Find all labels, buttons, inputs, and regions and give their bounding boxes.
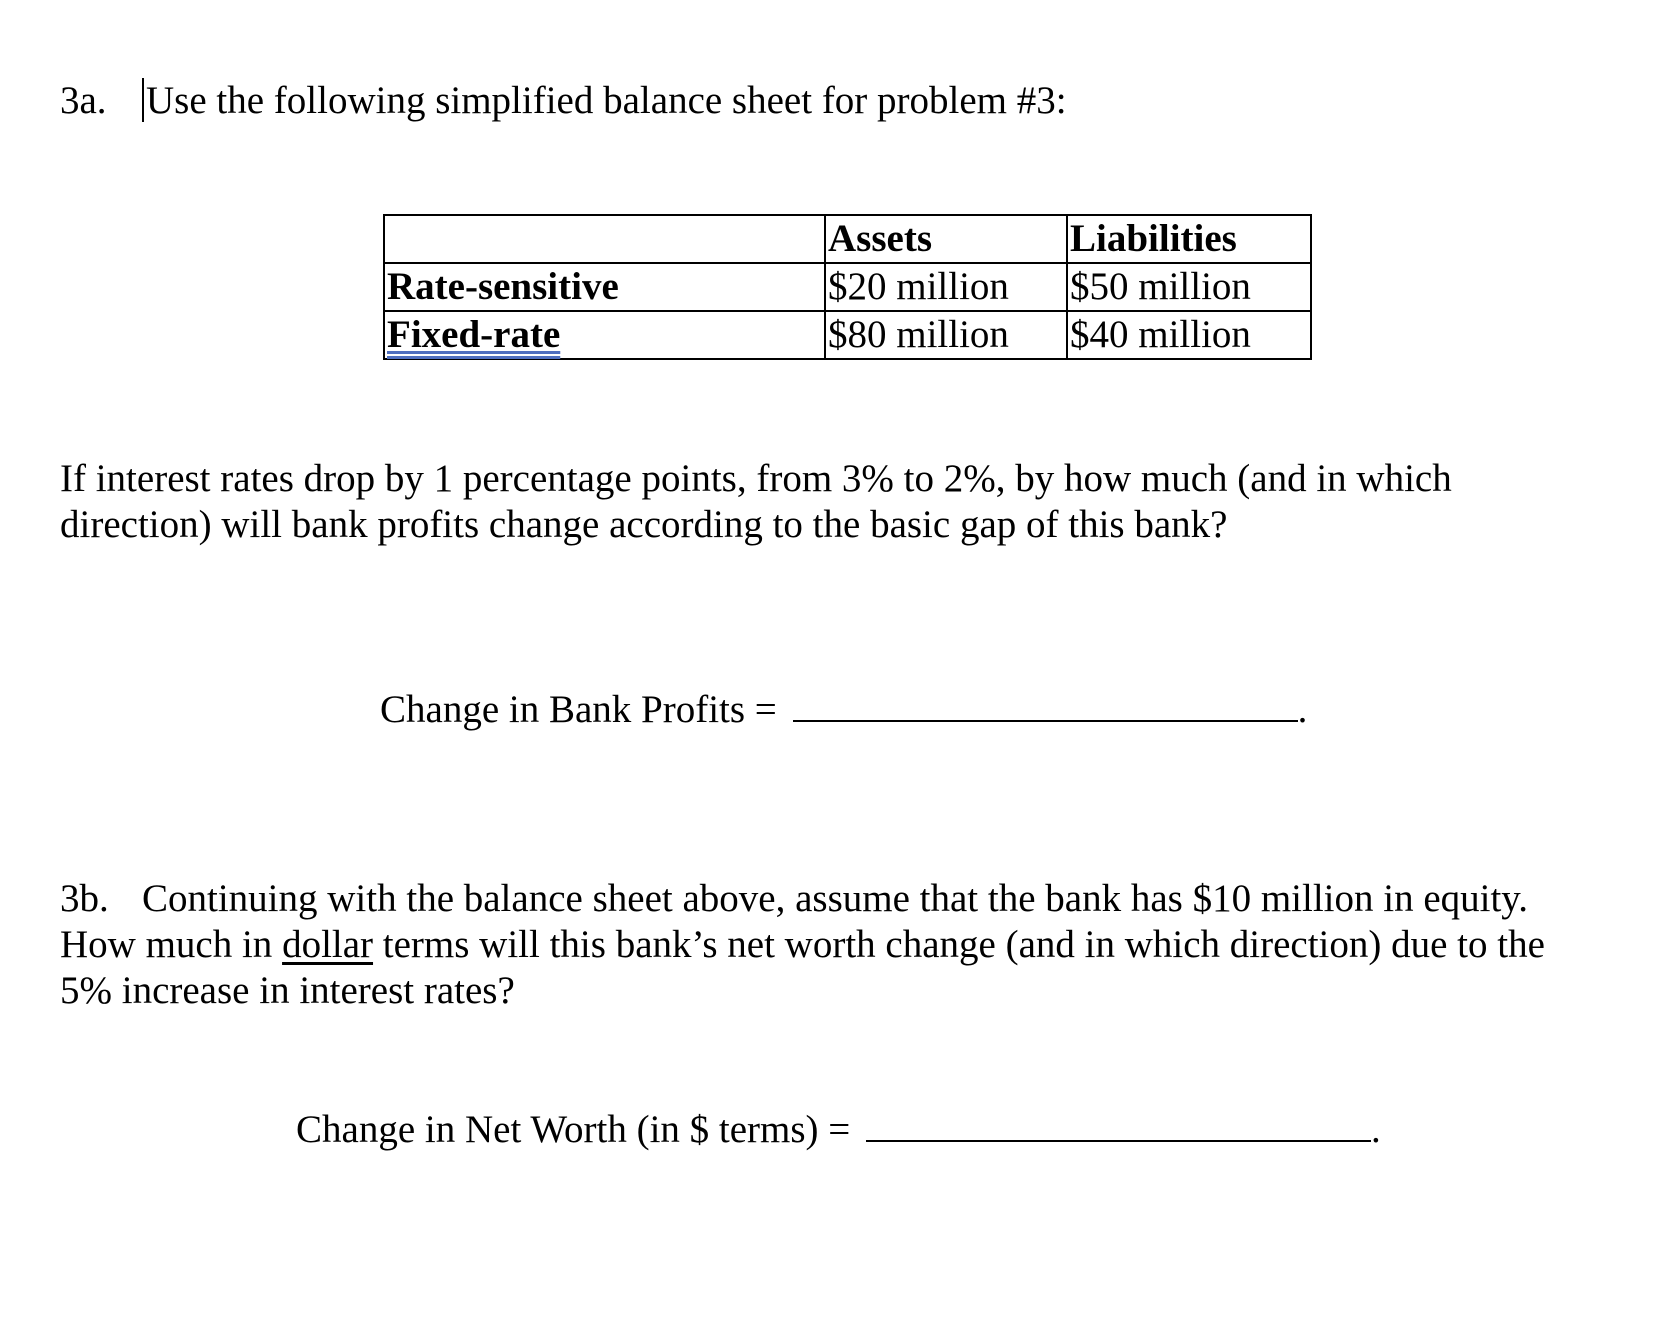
table-row bbox=[384, 311, 1311, 359]
balance-sheet-table bbox=[383, 214, 1312, 360]
table-header-assets: Assets bbox=[825, 215, 1067, 263]
problem-3b-line3: 5% increase in interest rates? bbox=[60, 969, 515, 1012]
problem-3a-number: 3a. bbox=[60, 79, 107, 122]
fixed-rate-assets: $80 million bbox=[825, 311, 1067, 359]
answer-3b-blank[interactable] bbox=[866, 1110, 1371, 1142]
table-row bbox=[384, 263, 1311, 311]
table-header-empty bbox=[384, 215, 825, 263]
table-header-row bbox=[384, 215, 1311, 263]
problem-3b-line2-pre: How much in bbox=[60, 923, 283, 966]
answer-3a-blank[interactable] bbox=[793, 690, 1298, 722]
answer-3b bbox=[296, 1107, 1381, 1153]
row-label-fixed-rate bbox=[384, 311, 825, 359]
answer-3a-label: Change in Bank Profits = bbox=[380, 688, 777, 731]
text-cursor bbox=[142, 78, 144, 122]
problem-3b-line2 bbox=[60, 922, 1545, 968]
problem-3b-dollar-underlined: dollar bbox=[282, 923, 374, 966]
rate-sensitive-assets: $20 million bbox=[825, 263, 1067, 311]
answer-3a bbox=[380, 687, 1307, 733]
problem-3b-text-line1: Continuing with the balance sheet above, assume that the bank has $10 million in equity. bbox=[142, 877, 1529, 920]
problem-3b-number: 3b. bbox=[60, 877, 109, 920]
fixed-rate-liabilities: $40 million bbox=[1067, 311, 1311, 359]
rate-sensitive-liabilities: $50 million bbox=[1067, 263, 1311, 311]
answer-3a-period: . bbox=[1297, 688, 1308, 731]
fixed-rate-label-text: Fixed-rate bbox=[387, 313, 561, 356]
table-header-liabilities: Liabilities bbox=[1067, 215, 1311, 263]
question-3a-line1: If interest rates drop by 1 percentage points, from 3% to 2%, by how much (and in which bbox=[60, 457, 1452, 500]
problem-3b-line1 bbox=[60, 876, 1528, 922]
answer-3b-period: . bbox=[1371, 1108, 1381, 1151]
problem-3a-intro: Use the following simplified balance sheet for problem #3: bbox=[146, 79, 1067, 122]
answer-3b-label: Change in Net Worth (in $ terms) = bbox=[296, 1108, 851, 1151]
problem-3a-heading bbox=[60, 78, 1067, 124]
question-3a-line2: direction) will bank profits change according to the basic gap of this bank? bbox=[60, 503, 1228, 546]
problem-3b-line2-post: terms will this bank’s net worth change (and in which direction) due to the bbox=[373, 923, 1545, 966]
row-label-rate-sensitive: Rate-sensitive bbox=[384, 263, 825, 311]
